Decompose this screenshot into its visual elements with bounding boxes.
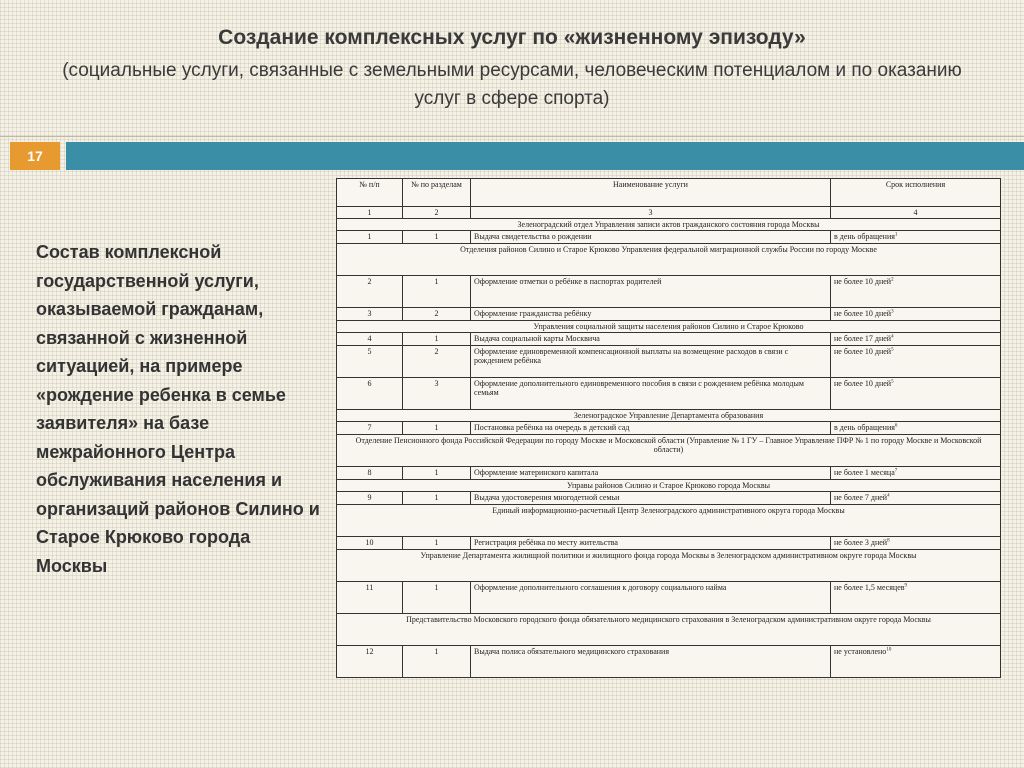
term-text: не более 3 дней	[834, 538, 888, 547]
section-title: Единый информационно-расчетный Центр Зеленоградского административного округа города Москвы	[337, 505, 1001, 537]
term-cell	[831, 422, 1001, 435]
service-name: Выдача свидетельства о рождении	[471, 231, 831, 244]
term-cell	[831, 537, 1001, 550]
service-name: Выдача удостоверения многодетной семьи	[471, 492, 831, 505]
section-title: Зеленоградский отдел Управления записи актов гражданского состояния города Москвы	[337, 219, 1001, 231]
slide-header	[0, 0, 1024, 140]
section-number: 1	[403, 646, 471, 678]
term-text: в день обращения	[834, 423, 895, 432]
table-row	[337, 276, 1001, 308]
header-cell: № по разделам	[403, 179, 471, 207]
footnote-mark: 5	[891, 347, 894, 353]
service-name: Оформление отметки о ребёнке в паспортах родителей	[471, 276, 831, 308]
term-cell	[831, 308, 1001, 321]
section-title: Зеленоградское Управление Департамента образования	[337, 410, 1001, 422]
number-cell: 1	[337, 207, 403, 219]
section-row	[337, 505, 1001, 537]
term-text: не более 7 дней	[834, 493, 888, 502]
table-body	[337, 219, 1001, 678]
section-row	[337, 480, 1001, 492]
slide-subtitle: (социальные услуги, связанные с земельными ресурсами, человеческим потенциалом и по оказанию услуг в сфере спорта)	[62, 60, 962, 109]
footnote-mark: 6	[894, 423, 898, 429]
row-number: 11	[337, 582, 403, 614]
accent-bar	[66, 142, 1024, 170]
table-number-row	[337, 207, 1001, 219]
table-row	[337, 537, 1001, 550]
section-number: 1	[403, 537, 471, 550]
section-title: Управления социальной защиты населения районов Силино и Старое Крюково	[337, 321, 1001, 333]
service-name: Оформление дополнительного соглашения к договору социального найма	[471, 582, 831, 614]
footnote-mark: 5	[891, 379, 894, 385]
header-divider	[0, 136, 1024, 137]
section-number: 1	[403, 582, 471, 614]
table-row	[337, 308, 1001, 321]
section-title: Управы районов Силино и Старое Крюково города Москвы	[337, 480, 1001, 492]
section-number: 2	[403, 346, 471, 378]
row-number: 10	[337, 537, 403, 550]
section-number: 1	[403, 276, 471, 308]
table-row	[337, 582, 1001, 614]
term-cell	[831, 467, 1001, 480]
service-name: Выдача социальной карты Москвича	[471, 333, 831, 346]
header-cell: Наименование услуги	[471, 179, 831, 207]
term-text: в день обращения	[834, 232, 895, 241]
left-description: Состав комплексной государственной услуги, оказываемой гражданам, связанной с жизненной ситуацией, на примере «рождение ребенка в семье заявителя» на базе межрайонного Центра обслуживания населения и организаций районов Силино и Старое Крюково города Москвы	[36, 242, 320, 576]
section-number: 1	[403, 231, 471, 244]
row-number: 12	[337, 646, 403, 678]
service-name: Выдача полиса обязательного медицинского страхования	[471, 646, 831, 678]
row-number: 2	[337, 276, 403, 308]
footnote-mark: 8	[887, 538, 890, 544]
term-cell	[831, 646, 1001, 678]
section-row	[337, 550, 1001, 582]
footnote-mark: 2	[891, 277, 894, 283]
footnote-mark: 4	[887, 493, 890, 499]
section-row	[337, 219, 1001, 231]
section-row	[337, 614, 1001, 646]
section-number: 3	[403, 378, 471, 410]
service-name: Оформление единовременной компенсационной выплаты на возмещение расходов в связи с рождением ребёнка	[471, 346, 831, 378]
number-cell: 3	[471, 207, 831, 219]
section-number: 1	[403, 467, 471, 480]
service-name: Оформление дополнительного единовременного пособия в связи с рождением ребёнка молодым семьям	[471, 378, 831, 410]
term-cell	[831, 231, 1001, 244]
service-name: Регистрация ребёнка по месту жительства	[471, 537, 831, 550]
term-cell	[831, 378, 1001, 410]
footnote-mark: 9	[904, 583, 908, 589]
term-cell	[831, 492, 1001, 505]
row-number: 1	[337, 231, 403, 244]
table-row	[337, 378, 1001, 410]
header-cell: № п/п	[337, 179, 403, 207]
table-row	[337, 646, 1001, 678]
term-text: не более 10 дней	[834, 379, 892, 388]
section-number: 1	[403, 492, 471, 505]
table-row	[337, 422, 1001, 435]
table-row	[337, 333, 1001, 346]
section-number: 2	[403, 308, 471, 321]
table-row	[337, 231, 1001, 244]
table-row	[337, 492, 1001, 505]
header-cell: Срок исполнения	[831, 179, 1001, 207]
section-number: 1	[403, 422, 471, 435]
section-title: Представительство Московского городского фонда обязательного медицинского страхования в Зеленоградском административном округе города Москвы	[337, 614, 1001, 646]
term-text: не более 1 месяца	[834, 468, 895, 477]
section-row	[337, 410, 1001, 422]
term-text: не более 10 дней	[834, 277, 892, 286]
slide-number-badge: 17	[10, 142, 60, 170]
section-title: Управление Департамента жилищной политики и жилищного фонда города Москвы в Зеленоградском административном округе города Москвы	[337, 550, 1001, 582]
term-text: не более 1,5 месяцев	[834, 583, 905, 592]
slide-title: Создание комплексных услуг по «жизненному эпизоду»	[218, 26, 806, 49]
footnote-mark: 7	[894, 468, 898, 474]
number-cell: 4	[831, 207, 1001, 219]
footnote-mark: 4	[891, 334, 894, 340]
service-name: Постановка ребёнка на очередь в детский сад	[471, 422, 831, 435]
row-number: 4	[337, 333, 403, 346]
section-number: 1	[403, 333, 471, 346]
row-number: 5	[337, 346, 403, 378]
footnote-mark: 3	[891, 309, 894, 315]
row-number: 3	[337, 308, 403, 321]
services-table	[336, 178, 1001, 678]
section-title: Отделения районов Силино и Старое Крюково Управления федеральной миграционной службы России по городу Москве	[337, 244, 1001, 276]
footnote-mark: 10	[886, 647, 892, 653]
term-cell	[831, 346, 1001, 378]
table-header-row	[337, 179, 1001, 207]
section-row	[337, 244, 1001, 276]
number-cell: 2	[403, 207, 471, 219]
row-number: 9	[337, 492, 403, 505]
service-name: Оформление гражданства ребёнку	[471, 308, 831, 321]
term-text: не более 10 дней	[834, 347, 892, 356]
footnote-mark: 1	[894, 232, 898, 238]
term-text: не более 10 дней	[834, 309, 892, 318]
table-row	[337, 346, 1001, 378]
term-cell	[831, 276, 1001, 308]
section-row	[337, 321, 1001, 333]
section-row	[337, 435, 1001, 467]
term-cell	[831, 333, 1001, 346]
row-number: 6	[337, 378, 403, 410]
term-cell	[831, 582, 1001, 614]
service-name: Оформление материнского капитала	[471, 467, 831, 480]
table-row	[337, 467, 1001, 480]
term-text: не более 17 дней	[834, 334, 892, 343]
term-text: не установлено	[834, 647, 887, 656]
row-number: 7	[337, 422, 403, 435]
row-number: 8	[337, 467, 403, 480]
section-title: Отделение Пенсионного фонда Российской Федерации по городу Москве и Московской области (Управление № 1 ГУ – Главное Управление ПФР № 1 по городу Москве и Московской области)	[337, 435, 1001, 467]
